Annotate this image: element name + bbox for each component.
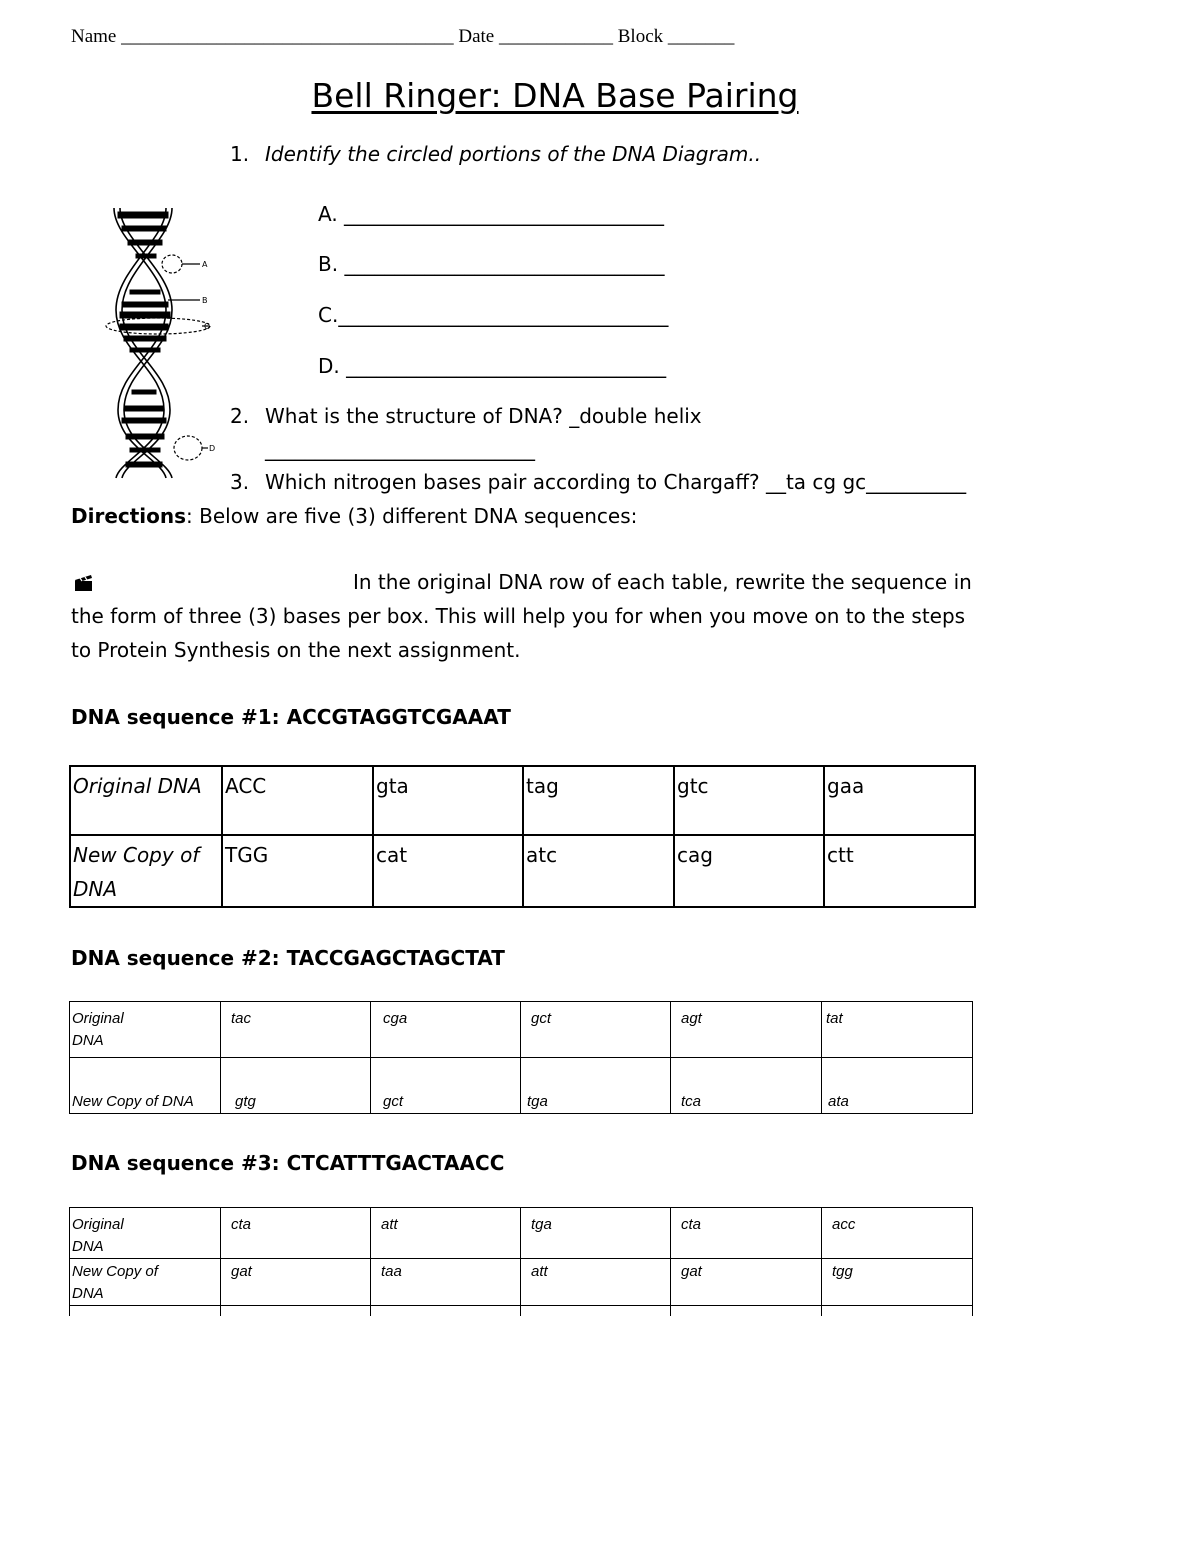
row-label: New Copy of DNA: [70, 1058, 221, 1114]
directions-label: Directions: [71, 504, 187, 528]
table-cell[interactable]: ata: [822, 1058, 973, 1114]
table-cell[interactable]: ctt: [824, 835, 975, 907]
table-cell[interactable]: atc: [523, 835, 674, 907]
question-number: 3.: [230, 470, 250, 494]
answer-b[interactable]: [318, 252, 664, 276]
table-cell[interactable]: [70, 1306, 221, 1316]
table-row-empty: [70, 1306, 973, 1316]
table-cell[interactable]: cat: [373, 835, 523, 907]
question-2-answer-line[interactable]: ___________________________: [265, 437, 535, 461]
question-number: 2.: [230, 404, 250, 428]
sequence-2-heading: DNA sequence #2: TACCGAGCTAGCTAT: [71, 946, 505, 970]
table-cell[interactable]: gtc: [674, 766, 824, 835]
row-label-line-2: DNA: [72, 1285, 104, 1302]
table-cell[interactable]: TGG: [222, 835, 373, 907]
table-row: [70, 1259, 973, 1306]
table-cell[interactable]: tac: [221, 1002, 371, 1058]
table-cell[interactable]: [822, 1306, 973, 1316]
question-text: Identify the circled portions of the DNA Diagram..: [265, 142, 762, 166]
answer-letter: D.: [318, 354, 340, 378]
table-cell[interactable]: gat: [671, 1259, 822, 1306]
row-label-line-1: Original: [72, 1216, 124, 1233]
question-number: 1.: [230, 142, 250, 166]
answer-blank[interactable]: ________________________________: [344, 252, 665, 276]
table-row: [70, 1002, 973, 1058]
table-cell[interactable]: [671, 1306, 822, 1316]
table-cell[interactable]: gat: [221, 1259, 371, 1306]
row-label-line-2: DNA: [72, 1032, 104, 1049]
table-cell[interactable]: [521, 1306, 671, 1316]
table-row: [70, 835, 975, 907]
instructions-line-1: In the original DNA row of each table, rewrite the sequence in: [353, 570, 972, 594]
table-cell[interactable]: gaa: [824, 766, 975, 835]
sequence-3-table: [69, 1207, 973, 1316]
row-label-line-1: Original: [72, 1010, 124, 1027]
table-row: [70, 1208, 973, 1259]
table-cell[interactable]: tag: [523, 766, 674, 835]
sequence-1-heading: DNA sequence #1: ACCGTAGGTCGAAAT: [71, 705, 511, 729]
table-cell[interactable]: att: [521, 1259, 671, 1306]
diagram-label-b: B: [202, 296, 208, 305]
table-cell[interactable]: att: [371, 1208, 521, 1259]
sequence-2-table: [69, 1001, 973, 1114]
instructions-line-2: the form of three (3) bases per box. This will help you for when you move on to the steps: [71, 604, 966, 628]
table-cell[interactable]: tga: [521, 1058, 671, 1114]
table-cell[interactable]: taa: [371, 1259, 521, 1306]
answer-d[interactable]: [318, 354, 666, 378]
table-cell[interactable]: tga: [521, 1208, 671, 1259]
directions: [71, 504, 637, 528]
answer-letter: A.: [318, 202, 338, 226]
date-label: Date: [458, 26, 495, 47]
block-label: Block: [617, 26, 664, 47]
row-label-line-1: New Copy of: [72, 1263, 158, 1280]
directions-text: : Below are five (3) different DNA sequences:: [186, 504, 638, 528]
date-blank[interactable]: ____________: [499, 26, 613, 47]
dna-double-helix-diagram: [100, 200, 225, 485]
table-cell[interactable]: cta: [221, 1208, 371, 1259]
answer-a[interactable]: [318, 202, 664, 226]
page-title: Bell Ringer: DNA Base Pairing: [311, 76, 799, 115]
table-cell[interactable]: cta: [671, 1208, 822, 1259]
answer-blank[interactable]: _________________________________: [338, 303, 669, 327]
table-cell[interactable]: gct: [521, 1002, 671, 1058]
instructions-line-3: to Protein Synthesis on the next assignment.: [71, 638, 521, 662]
table-cell[interactable]: cga: [371, 1002, 521, 1058]
question-3: [230, 470, 966, 494]
table-cell[interactable]: gct: [371, 1058, 521, 1114]
diagram-label-c: C: [204, 322, 210, 331]
block-blank[interactable]: _______: [667, 26, 735, 47]
table-cell[interactable]: [371, 1306, 521, 1316]
question-2: [230, 404, 702, 428]
row-label: [70, 1259, 221, 1306]
table-cell[interactable]: acc: [822, 1208, 973, 1259]
table-cell[interactable]: agt: [671, 1002, 822, 1058]
answer-blank[interactable]: ________________________________: [344, 202, 665, 226]
answer-c[interactable]: [318, 303, 668, 327]
table-cell[interactable]: gtg: [221, 1058, 371, 1114]
name-label: Name: [71, 26, 117, 47]
question-text: What is the structure of DNA? _double helix: [265, 404, 702, 428]
answer-letter: B.: [318, 252, 339, 276]
diagram-label-d: D: [209, 444, 216, 453]
sequence-3-heading: DNA sequence #3: CTCATTTGACTAACC: [71, 1151, 505, 1175]
clapperboard-icon: [74, 574, 94, 592]
diagram-label-a: A: [202, 260, 208, 269]
question-text: Which nitrogen bases pair according to Chargaff? __ta cg gc__________: [265, 470, 967, 494]
row-label: Original DNA: [70, 766, 222, 835]
sequence-1-table: [69, 765, 976, 908]
table-cell[interactable]: tat: [822, 1002, 973, 1058]
answer-blank[interactable]: ________________________________: [346, 354, 667, 378]
answer-letter: C.: [318, 303, 339, 327]
table-row: [70, 1058, 973, 1114]
table-cell[interactable]: ACC: [222, 766, 373, 835]
row-label: New Copy of DNA: [70, 835, 222, 907]
table-row: [70, 766, 975, 835]
row-label-line-2: DNA: [72, 1238, 104, 1255]
row-label: [70, 1002, 221, 1058]
table-cell[interactable]: tca: [671, 1058, 822, 1114]
worksheet-header: [71, 26, 734, 48]
row-label: [70, 1208, 221, 1259]
table-cell[interactable]: cag: [674, 835, 824, 907]
table-cell[interactable]: gta: [373, 766, 523, 835]
table-cell[interactable]: [221, 1306, 371, 1316]
table-cell[interactable]: tgg: [822, 1259, 973, 1306]
name-blank[interactable]: ___________________________________: [121, 26, 454, 47]
question-1: [230, 142, 761, 166]
